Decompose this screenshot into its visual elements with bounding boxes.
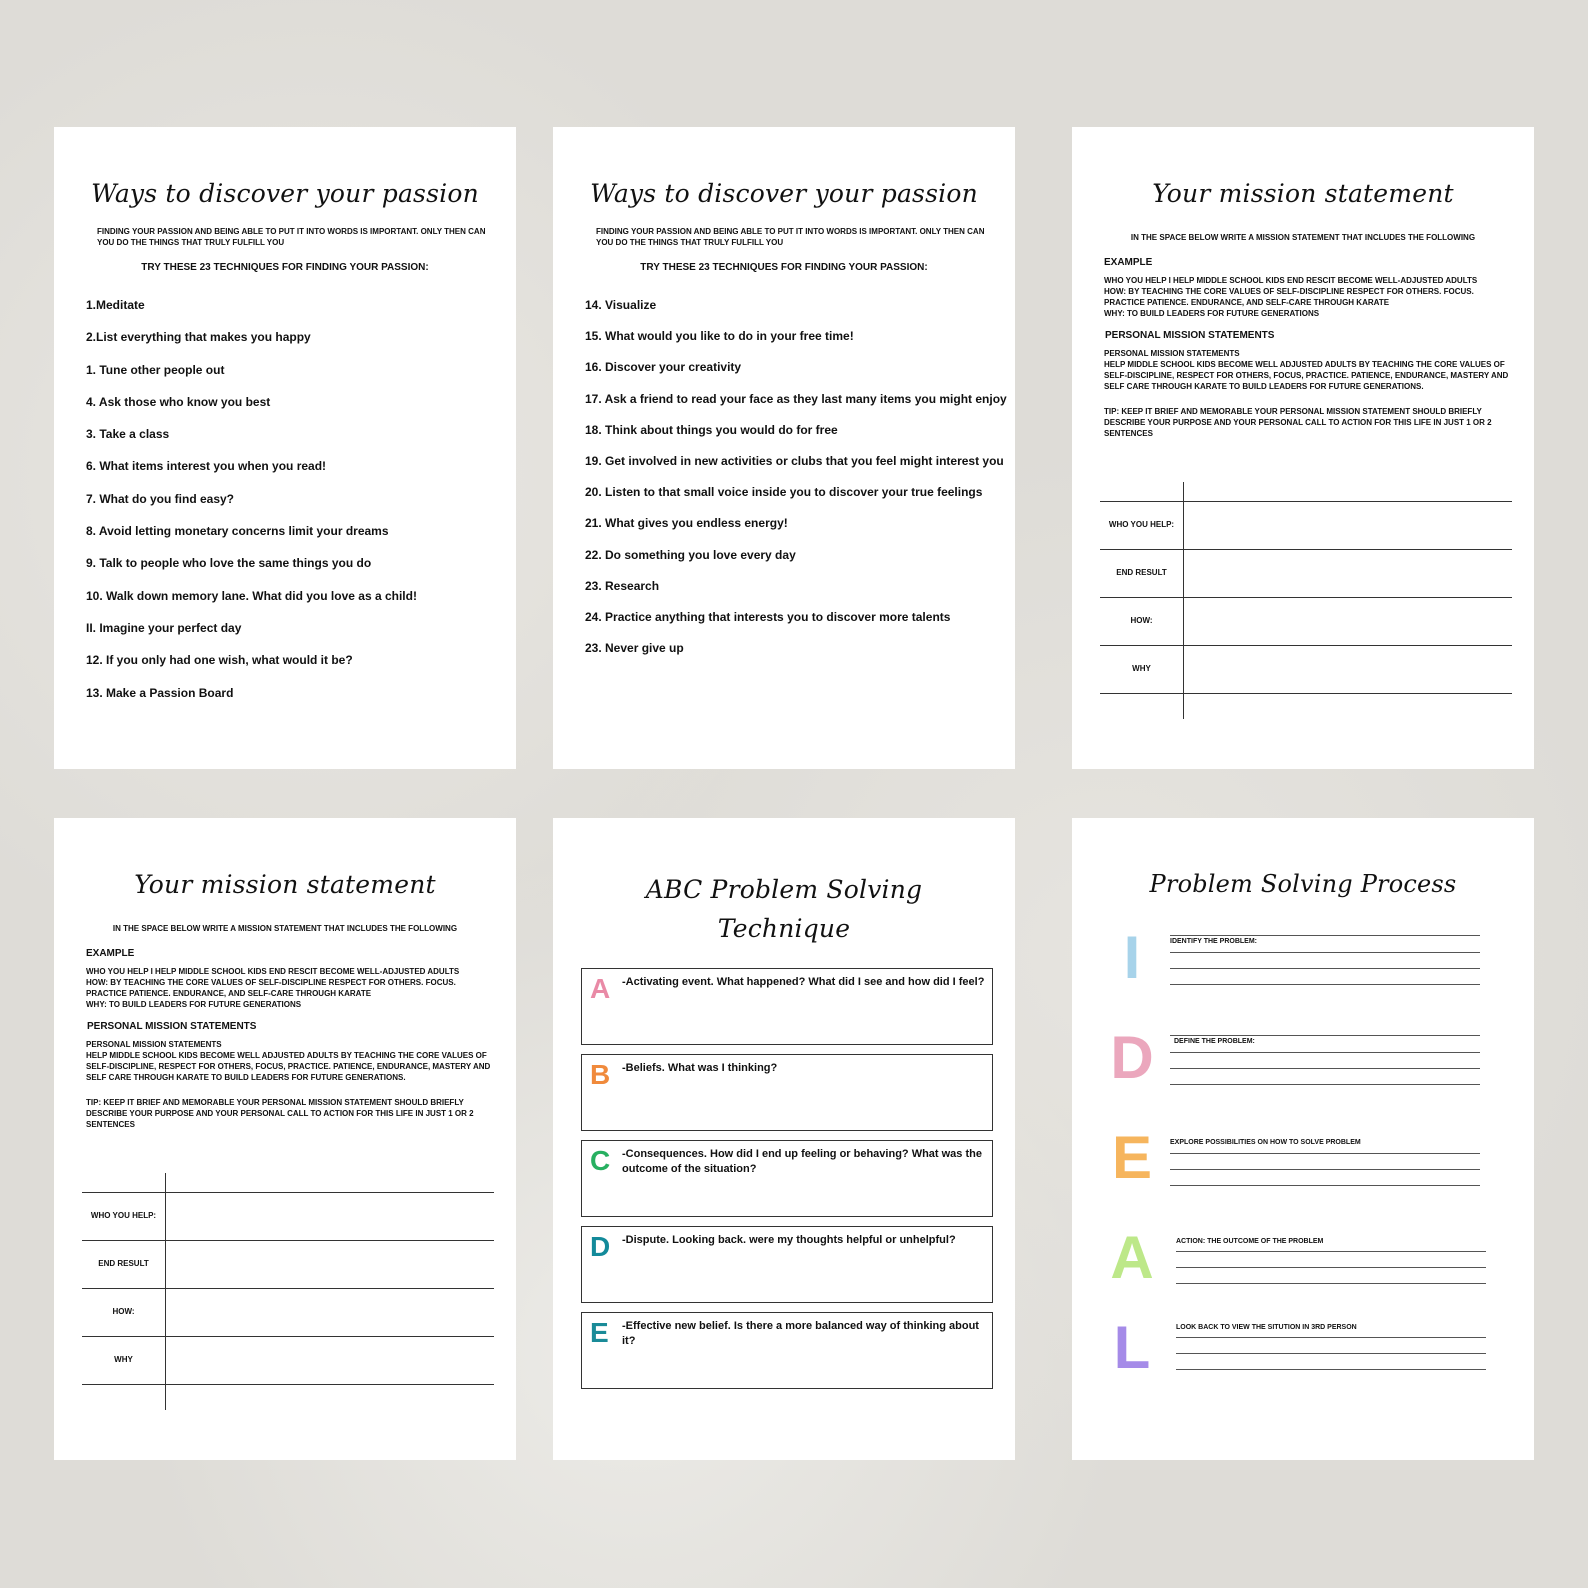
personal-mission-body: HELP MIDDLE SCHOOL KIDS BECOME WELL ADJUSTED ADULTS BY TEACHING THE CORE VALUES OF SELF-DISCIPLINE, RESPECT FOR OTHERS, FOCUS, PRACTICE. PATIENCE, ENDURANCE, MASTERY AND SELF CARE THROUGH KARATE TO BUILD LEADERS FOR FUTURE GENERATIONS. bbox=[86, 1051, 491, 1082]
table-divider bbox=[1183, 482, 1184, 719]
table-rule bbox=[82, 1336, 494, 1337]
section-label: LOOK BACK TO VIEW THE SITUTION IN 3RD PERSON bbox=[1176, 1324, 1363, 1331]
ideal-letter-d: D bbox=[1110, 1024, 1154, 1091]
write-line bbox=[1176, 1251, 1486, 1252]
page-title: Your mission statement bbox=[134, 870, 436, 899]
row-label-result: END RESULT bbox=[1116, 568, 1167, 577]
abc-text: -Beliefs. What was I thinking? bbox=[622, 1062, 778, 1074]
list-item: 12. If you only had one wish, what would it be? bbox=[86, 653, 353, 668]
list-item: 2.List everything that makes you happy bbox=[86, 330, 311, 345]
list-item: 14. Visualize bbox=[585, 298, 657, 312]
row-label-why: WHY bbox=[114, 1355, 133, 1364]
abc-letter: C bbox=[590, 1145, 611, 1176]
example-text bbox=[86, 966, 486, 1010]
example-line: WHY: TO BUILD LEADERS FOR FUTURE GENERATIONS bbox=[1104, 309, 1320, 318]
abc-letter: B bbox=[590, 1059, 611, 1090]
write-line bbox=[1170, 1052, 1480, 1053]
list-item: 18. Think about things you would do for free bbox=[585, 422, 838, 437]
list-item: 16. Discover your creativity bbox=[585, 360, 742, 375]
list-item: 9. Talk to people who love the same things you do bbox=[86, 556, 372, 571]
write-line bbox=[1170, 968, 1480, 969]
table-rule bbox=[1100, 693, 1512, 694]
row-label-how: HOW: bbox=[1130, 616, 1153, 625]
list-item: 23. Research bbox=[585, 578, 660, 593]
abc-box-e bbox=[581, 1312, 993, 1389]
list-item: 8. Avoid letting monetary concerns limit your dreams bbox=[86, 524, 389, 539]
write-line bbox=[1170, 1084, 1480, 1085]
abc-text: -Activating event. What happened? What did I see and how did I feel? bbox=[622, 976, 985, 988]
write-line bbox=[1170, 952, 1480, 953]
write-line bbox=[1170, 1153, 1480, 1154]
example-line: HOW: BY TEACHING THE CORE VALUES OF SELF-DISCIPLINE RESPECT FOR OTHERS. FOCUS. bbox=[86, 978, 456, 987]
example-text bbox=[1104, 275, 1504, 319]
write-line bbox=[1170, 984, 1480, 985]
table-rule bbox=[82, 1240, 494, 1241]
ideal-section-explore bbox=[1170, 1131, 1480, 1191]
page-title: Ways to discover your passion bbox=[91, 179, 479, 208]
ideal-section-define bbox=[1170, 1030, 1480, 1090]
list-item: 24. Practice anything that interests you to discover more talents bbox=[585, 609, 951, 624]
example-heading: EXAMPLE bbox=[1104, 257, 1153, 268]
list-item: 21. What gives you endless energy! bbox=[585, 516, 788, 531]
write-line bbox=[1176, 1369, 1486, 1370]
passion-page-1 bbox=[54, 127, 516, 769]
table-rule bbox=[1100, 501, 1512, 502]
abc-text: -Consequences. How did I end up feeling or behaving? What was the outcome of the situation? bbox=[622, 1148, 982, 1175]
abc-text: -Dispute. Looking back. were my thoughts helpful or unhelpful? bbox=[622, 1234, 956, 1246]
table-rule bbox=[1100, 549, 1512, 550]
write-line bbox=[1170, 1169, 1480, 1170]
section-label: IDENTIFY THE PROBLEM: bbox=[1170, 938, 1263, 945]
list-item: 4. Ask those who know you best bbox=[86, 394, 271, 409]
write-line bbox=[1170, 1068, 1480, 1069]
example-heading: EXAMPLE bbox=[86, 948, 135, 959]
example-line: PRACTICE PATIENCE. ENDURANCE, AND SELF-CARE THROUGH KARATE bbox=[86, 989, 372, 998]
ideal-letter-a: A bbox=[1110, 1224, 1154, 1291]
ideal-letter-i: I bbox=[1123, 924, 1141, 991]
tip-text: TIP: KEEP IT BRIEF AND MEMORABLE YOUR PERSONAL MISSION STATEMENT SHOULD BRIEFLY DESCRIBE YOUR PURPOSE AND YOUR PERSONAL CALL TO ACTION FOR THIS LIFE IN JUST 1 OR 2 SENTENCES bbox=[86, 1098, 474, 1129]
tip-text: TIP: KEEP IT BRIEF AND MEMORABLE YOUR PERSONAL MISSION STATEMENT SHOULD BRIEFLY DESCRIBE YOUR PURPOSE AND YOUR PERSONAL CALL TO ACTION FOR THIS LIFE IN JUST 1 OR 2 SENTENCES bbox=[1104, 407, 1492, 438]
write-line bbox=[1170, 1185, 1480, 1186]
row-label-who: WHO YOU HELP: bbox=[90, 1211, 157, 1220]
list-item: 6. What items interest you when you read! bbox=[86, 459, 327, 474]
personal-mission-body: HELP MIDDLE SCHOOL KIDS BECOME WELL ADJUSTED ADULTS BY TEACHING THE CORE VALUES OF SELF-DISCIPLINE, RESPECT FOR OTHERS, FOCUS, PRACTICE. PATIENCE, ENDURANCE, MASTERY AND SELF CARE THROUGH KARATE TO BUILD LEADERS FOR FUTURE GENERATIONS. bbox=[1104, 360, 1509, 391]
ideal-section-lookback bbox=[1176, 1316, 1486, 1376]
example-line: WHY: TO BUILD LEADERS FOR FUTURE GENERATIONS bbox=[86, 1000, 302, 1009]
personal-mission-subheading: PERSONAL MISSION STATEMENTS bbox=[86, 1040, 222, 1049]
row-label-who: WHO YOU HELP: bbox=[1108, 520, 1175, 529]
example-line: WHO YOU HELP I HELP MIDDLE SCHOOL KIDS END RESCIT BECOME WELL-ADJUSTED ADULTS bbox=[86, 967, 460, 976]
example-line: PRACTICE PATIENCE. ENDURANCE, AND SELF-CARE THROUGH KARATE bbox=[1104, 298, 1390, 307]
intro-text: FINDING YOUR PASSION AND BEING ABLE TO PUT IT INTO WORDS IS IMPORTANT. ONLY THEN CAN YOU DO THE THINGS THAT TRULY FULFILL YOU bbox=[596, 227, 985, 247]
passion-page-2 bbox=[553, 127, 1015, 769]
section-label: ACTION: THE OUTCOME OF THE PROBLEM bbox=[1176, 1238, 1329, 1245]
table-rule bbox=[82, 1288, 494, 1289]
abc-letter: E bbox=[590, 1317, 609, 1348]
write-line bbox=[1176, 1267, 1486, 1268]
list-item: 23. Never give up bbox=[585, 641, 684, 656]
list-item: 10. Walk down memory lane. What did you love as a child! bbox=[86, 588, 417, 603]
table-rule bbox=[82, 1192, 494, 1193]
write-line bbox=[1176, 1283, 1486, 1284]
personal-mission-heading: PERSONAL MISSION STATEMENTS bbox=[87, 1021, 257, 1032]
mission-table bbox=[82, 1173, 494, 1410]
title-line: Technique bbox=[717, 914, 851, 943]
list-item: 19. Get involved in new activities or clubs that you feel might interest you bbox=[585, 453, 1004, 468]
personal-mission-heading: PERSONAL MISSION STATEMENTS bbox=[1105, 330, 1275, 341]
row-label-result: END RESULT bbox=[98, 1259, 149, 1268]
intro-text: IN THE SPACE BELOW WRITE A MISSION STATEMENT THAT INCLUDES THE FOLLOWING bbox=[112, 924, 458, 933]
abc-letter: A bbox=[590, 973, 611, 1004]
mission-table bbox=[1100, 482, 1512, 719]
abc-letter: D bbox=[590, 1231, 611, 1262]
section-label: EXPLORE POSSIBILITIES ON HOW TO SOLVE PROBLEM bbox=[1170, 1139, 1367, 1146]
mission-page-1 bbox=[1072, 127, 1534, 769]
personal-mission-text bbox=[86, 1039, 491, 1083]
write-line bbox=[1170, 1035, 1480, 1036]
ideal-letter-l: L bbox=[1113, 1314, 1151, 1381]
intro-text: IN THE SPACE BELOW WRITE A MISSION STATEMENT THAT INCLUDES THE FOLLOWING bbox=[1130, 233, 1476, 242]
technique-list bbox=[585, 297, 1007, 671]
row-label-how: HOW: bbox=[112, 1307, 135, 1316]
techniques-heading: TRY THESE 23 TECHNIQUES FOR FINDING YOUR PASSION: bbox=[141, 262, 429, 273]
title-line: ABC Problem Solving bbox=[645, 875, 923, 904]
page-title bbox=[553, 870, 1015, 948]
list-item: 22. Do something you love every day bbox=[585, 547, 796, 562]
table-rule bbox=[1100, 597, 1512, 598]
techniques-heading: TRY THESE 23 TECHNIQUES FOR FINDING YOUR PASSION: bbox=[640, 262, 928, 273]
page-title: Your mission statement bbox=[1152, 179, 1454, 208]
list-item: 3. Take a class bbox=[86, 427, 170, 442]
list-item: 20. Listen to that small voice inside you to discover your true feelings bbox=[585, 485, 983, 500]
list-item: II. Imagine your perfect day bbox=[86, 620, 242, 635]
personal-mission-text bbox=[1104, 348, 1509, 392]
list-item: 7. What do you find easy? bbox=[86, 491, 235, 506]
ideal-section-identify bbox=[1170, 930, 1480, 990]
ideal-letter-e: E bbox=[1111, 1124, 1153, 1191]
ideal-page bbox=[1072, 818, 1534, 1460]
list-item: 1.Meditate bbox=[86, 298, 145, 312]
abc-page bbox=[553, 818, 1015, 1460]
row-label-why: WHY bbox=[1132, 664, 1151, 673]
table-rule bbox=[82, 1384, 494, 1385]
section-label: DEFINE THE PROBLEM: bbox=[1174, 1038, 1261, 1045]
example-line: HOW: BY TEACHING THE CORE VALUES OF SELF-DISCIPLINE RESPECT FOR OTHERS. FOCUS. bbox=[1104, 287, 1474, 296]
write-line bbox=[1170, 935, 1480, 936]
personal-mission-subheading: PERSONAL MISSION STATEMENTS bbox=[1104, 349, 1240, 358]
intro-text: FINDING YOUR PASSION AND BEING ABLE TO PUT IT INTO WORDS IS IMPORTANT. ONLY THEN CAN YOU DO THE THINGS THAT TRULY FULFILL YOU bbox=[97, 227, 486, 247]
list-item: 15. What would you like to do in your free time! bbox=[585, 329, 854, 344]
list-item: 1. Tune other people out bbox=[86, 362, 225, 377]
abc-box-a bbox=[581, 968, 993, 1045]
abc-box-b bbox=[581, 1054, 993, 1131]
page-title: Ways to discover your passion bbox=[590, 179, 978, 208]
page-title: Problem Solving Process bbox=[1149, 870, 1457, 898]
write-line bbox=[1176, 1337, 1486, 1338]
table-divider bbox=[165, 1173, 166, 1410]
abc-box-c bbox=[581, 1140, 993, 1217]
write-line bbox=[1176, 1353, 1486, 1354]
list-item: 17. Ask a friend to read your face as they last many items you might enjoy bbox=[585, 391, 1007, 406]
mission-page-2 bbox=[54, 818, 516, 1460]
table-rule bbox=[1100, 645, 1512, 646]
example-line: WHO YOU HELP I HELP MIDDLE SCHOOL KIDS END RESCIT BECOME WELL-ADJUSTED ADULTS bbox=[1104, 276, 1478, 285]
abc-box-d bbox=[581, 1226, 993, 1303]
list-item: 13. Make a Passion Board bbox=[86, 685, 234, 700]
abc-text: -Effective new belief. Is there a more balanced way of thinking about it? bbox=[622, 1320, 979, 1347]
ideal-section-action bbox=[1176, 1230, 1486, 1290]
technique-list bbox=[86, 297, 417, 717]
